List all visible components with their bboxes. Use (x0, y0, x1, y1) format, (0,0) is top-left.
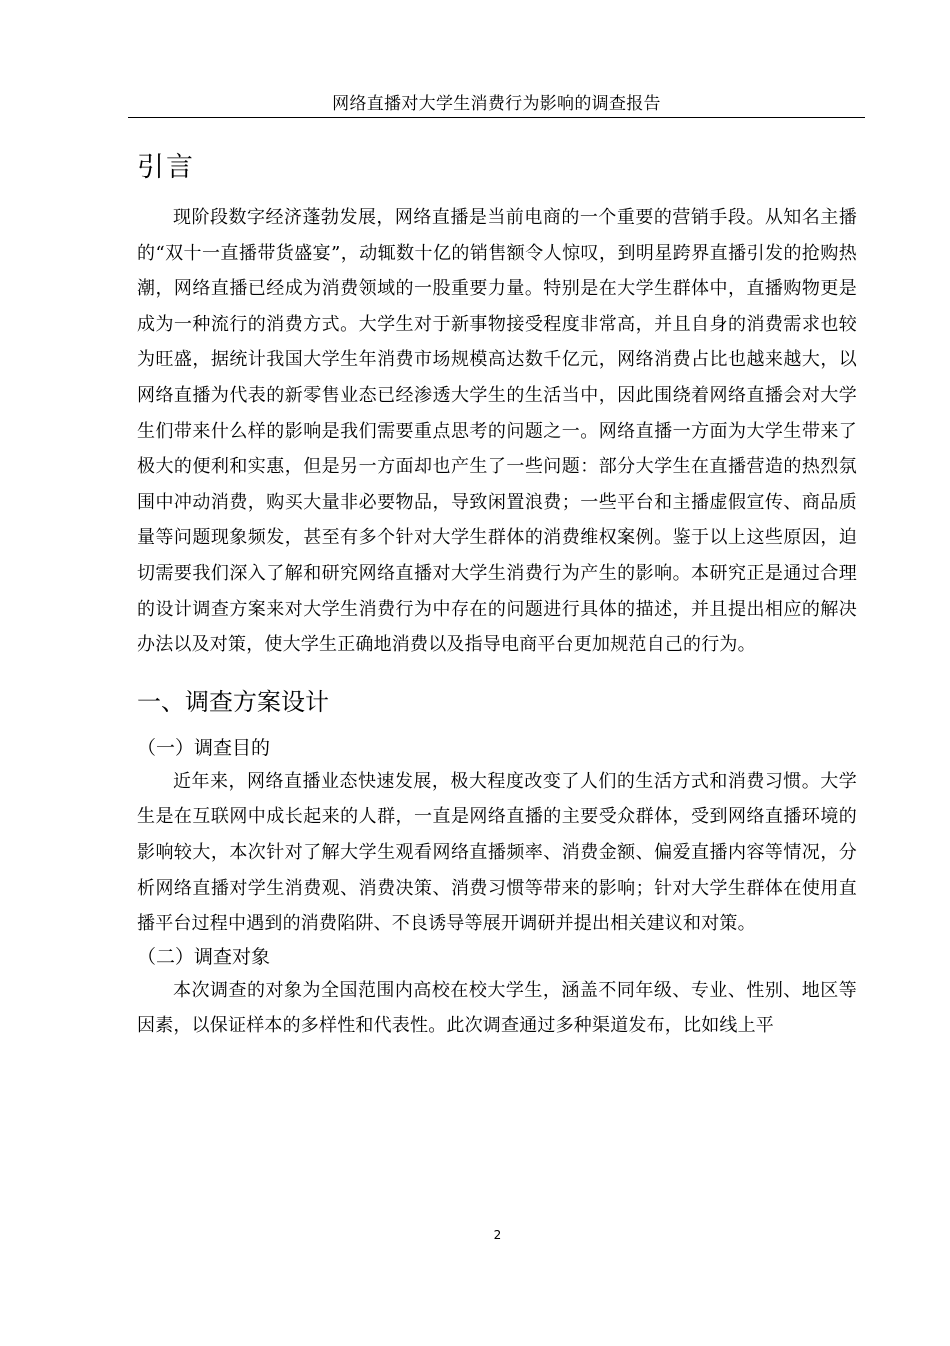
subjects-paragraph: 本次调查的对象为全国范围内高校在校大学生，涵盖不同年级、专业、性别、地区等因素，以保证样本的多样性和代表性。此次调查通过多种渠道发布，比如线上平 (137, 979, 857, 1037)
subsection-heading-purpose: （一）调查目的 (137, 736, 271, 759)
section-heading-survey-design: 一、调查方案设计 (137, 687, 329, 716)
intro-paragraph: 现阶段数字经济蓬勃发展，网络直播是当前电商的一个重要的营销手段。从知名主播的“双十一直播带货盛宴”，动辄数十亿的销售额令人惊叹，到明星跨界直播引发的抢购热潮，网络直播已经成为消费领域的一股重要力量。特别是在大学生群体中，直播购物更是成为一种流行的消费方式。大学生对于新事物接受程度非常高，并且自身的消费需求也较为旺盛，据统计我国大学生年消费市场规模高达数千亿元，网络消费占比也越来越大，以网络直播为代表的新零售业态已经渗透大学生的生活当中，因此围绕着网络直播会对大学生们带来什么样的影响是我们需要重点思考的问题之一。网络直播一方面为大学生带来了极大的便利和实惠，但是另一方面却也产生了一些问题：部分大学生在直播营造的热烈氛围中冲动消费，购买大量非必要物品，导致闲置浪费；一些平台和主播虚假宣传、商品质量等问题现象频发，甚至有多个针对大学生群体的消费维权案例。鉴于以上这些原因，迫切需要我们深入了解和研究网络直播对大学生消费行为产生的影响。本研究正是通过合理的设计调查方案来对大学生消费行为中存在的问题进行具体的描述，并且提出相应的解决办法以及对策，使大学生正确地消费以及指导电商平台更加规范自己的行为。 (137, 207, 857, 656)
document-body (137, 138, 857, 1044)
intro-heading: 引言 (137, 152, 195, 183)
purpose-paragraph: 近年来，网络直播业态快速发展，极大程度改变了人们的生活方式和消费习惯。大学生是在互联网中成长起来的人群，一直是网络直播的主要受众群体，受到网络直播环境的影响较大，本次针对了解大学生观看网络直播频率、消费金额、偏爱直播内容等情况，分析网络直播对学生消费观、消费决策、消费习惯等带来的影响；针对大学生群体在使用直播平台过程中遇到的消费陷阱、不良诱导等展开调研并提出相关建议和对策。 (137, 770, 857, 935)
page-number: 2 (493, 1228, 502, 1242)
running-header: 网络直播对大学生消费行为影响的调查报告 (128, 93, 865, 118)
subsection-heading-subjects: （二）调查对象 (137, 945, 271, 968)
